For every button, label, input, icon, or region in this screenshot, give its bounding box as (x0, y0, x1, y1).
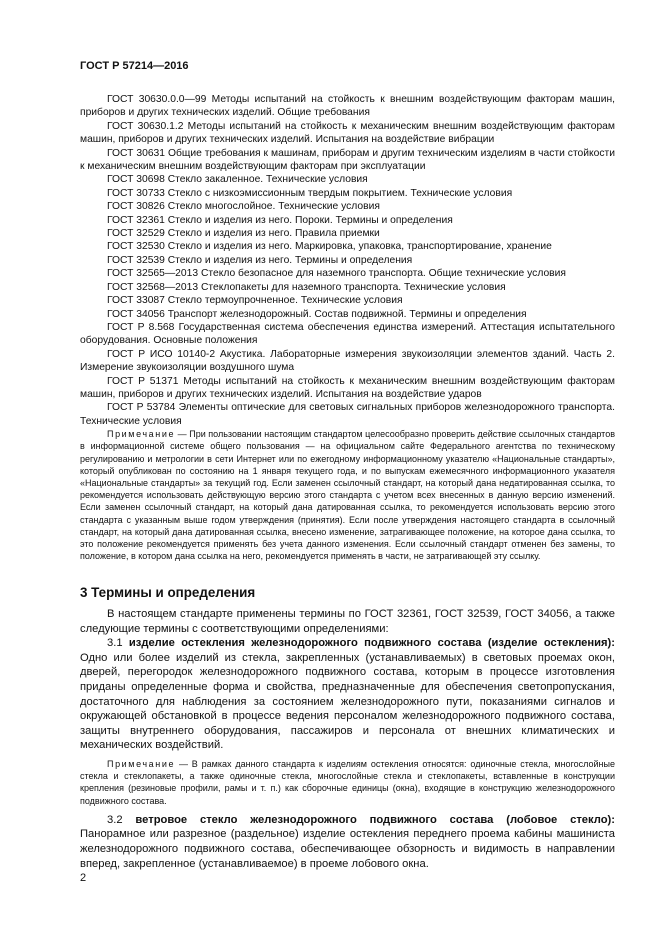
reference-item: ГОСТ Р 8.568 Государственная система обеспечения единства измерений. Аттестация испытательного оборудования. Основные положения (80, 321, 615, 347)
term-name: изделие остекления железнодорожного подвижного состава (изделие остекления): (128, 637, 616, 650)
section-title: 3 Термины и определения (80, 585, 256, 600)
reference-item: ГОСТ 32568—2013 Стеклопакеты для наземного транспорта. Технические условия (107, 281, 506, 293)
normative-references (80, 93, 615, 562)
note-text: — В рамках данного стандарта к изделиям остекления относятся: одиночные стекла, многослойные стекла и стеклопакеты, а также одиночные стекла, многослойные стекла и стеклопакеты, вставленные в конструкции крепления (резиновые профили, рамы и т. п.) как сборочные единицы (окна), входящие в конструкцию железнодорожного подвижного состава. (80, 758, 615, 806)
term-definition (80, 813, 615, 871)
note-label: Примечание (107, 429, 176, 440)
reference-item: ГОСТ 32361 Стекло и изделия из него. Пороки. Термины и определения (107, 214, 453, 226)
reference-item: ГОСТ Р ИСО 10140-2 Акустика. Лабораторные измерения звукоизоляции элементов зданий. Часть 2. Измерение звукоизоляции воздушного шума (80, 348, 615, 374)
reference-item: ГОСТ 30698 Стекло закаленное. Технические условия (107, 174, 368, 186)
reference-item: ГОСТ 34056 Транспорт железнодорожный. Состав подвижной. Термины и определения (107, 308, 527, 320)
references-note (80, 428, 615, 562)
note-label: Примечание (107, 758, 176, 769)
reference-item: ГОСТ Р 51371 Методы испытаний на стойкость к механическим внешним воздействующим факторам машин, приборов и других технических изделий. Испытания на воздействие ударов (80, 375, 615, 400)
note-text: — При пользовании настоящим стандартом целесообразно проверить действие ссылочных стандартов в информационной системе общего пользования — на официальном сайте Федерального агентства по техническому регулированию и метрологии в сети Интернет или по ежегодному информационному указателю «Национальные стандарты», который опубликован по состоянию на 1 января текущего года, и по выпускам ежемесячного информационного указателя «Национальные стандарты» за текущий год. Если заменен ссылочный стандарт, на который дана недатированная ссылка, то рекомендуется использовать действующую версию этого стандарта с учетом всех внесенных в данную версию изменений. Если заменен ссылочный стандарт, на который дана датированная ссылка, то рекомендуется использовать версию этого стандарта с указанным выше годом утверждения (принятия). Если после утверждения настоящего стандарта в ссылочный стандарт, на который дана датированная ссылка, внесено изменение, затрагивающее положение, на которое дана ссылка, то это положение рекомендуется применять без учета данного изменения. Если ссылочный стандарт отменен без замены, то положение, в котором дана ссылка на него, рекомендуется применять в части, не затрагивающей эту ссылку. (80, 429, 615, 562)
reference-item: ГОСТ 30733 Стекло с низкоэмиссионным твердым покрытием. Технические условия (107, 187, 513, 199)
term-number: 3.1 (107, 637, 123, 650)
term-note (80, 758, 615, 807)
reference-item: ГОСТ 30826 Стекло многослойное. Технические условия (107, 201, 380, 213)
reference-item: ГОСТ 30630.0.0—99 Методы испытаний на стойкость к внешним воздействующим факторам машин, приборов и других технических изделий. Общие требования (80, 94, 615, 119)
section-intro: В настоящем стандарте применены термины по ГОСТ 32361, ГОСТ 32539, ГОСТ 34056, а также следующие термины с соответствующими определениями: (80, 608, 615, 635)
reference-item: ГОСТ 32529 Стекло и изделия из него. Правила приемки (107, 228, 380, 240)
terms-section (80, 607, 615, 871)
reference-item: ГОСТ 30631 Общие требования к машинам, приборам и другим техническим изделиям в части стойкости к механическим внешним воздействующим факторам при эксплуатации (80, 147, 615, 173)
reference-item: ГОСТ 32530 Стекло и изделия из него. Маркировка, упаковка, транспортирование, хранение (107, 241, 552, 253)
term-number: 3.2 (107, 813, 123, 826)
page-number: 2 (80, 872, 87, 884)
term-text: Одно или более изделий из стекла, закрепленных (устанавливаемых) в световых проемах окон, дверей, перегородок железнодорожного подвижного состава, которым в процессе изготовления приданы определенные форма и свойства, предназначенные для обеспечения светопропускания, достаточного для наблюдения за состоянием железнодорожного пути, показаниями сигналов и окружающей обстановкой в процессе ведения персоналом железнодорожного подвижного состава, защиты внутреннего оборудования, пассажиров и персонала от внешних климатических и механических воздействий. (80, 651, 615, 752)
reference-item: ГОСТ Р 53784 Элементы оптические для световых сигнальных приборов железнодорожного транспорта. Технические условия (80, 402, 615, 427)
term-definition (80, 636, 615, 753)
reference-item: ГОСТ 32565—2013 Стекло безопасное для наземного транспорта. Общие технические условия (107, 268, 566, 280)
reference-item: ГОСТ 33087 Стекло термоупрочненное. Технические условия (107, 295, 403, 307)
reference-item: ГОСТ 30630.1.2 Методы испытаний на стойкость к механическим внешним воздействующим факторам машин, приборов и других технических изделий. Испытания на воздействие вибрации (80, 120, 615, 146)
term-text: Панорамное или разрезное (раздельное) изделие остекления переднего проема кабины машиниста железнодорожного подвижного состава, обеспечивающее обзорность и видимость в направлении вперед, закрепленное (устанавливаемое) в проеме лобового окна. (80, 828, 615, 870)
document-header: ГОСТ Р 57214—2016 (80, 60, 189, 72)
reference-item: ГОСТ 32539 Стекло и изделия из него. Термины и определения (107, 254, 413, 266)
term-name: ветровое стекло железнодорожного подвижного состава (лобовое стекло): (135, 813, 616, 826)
